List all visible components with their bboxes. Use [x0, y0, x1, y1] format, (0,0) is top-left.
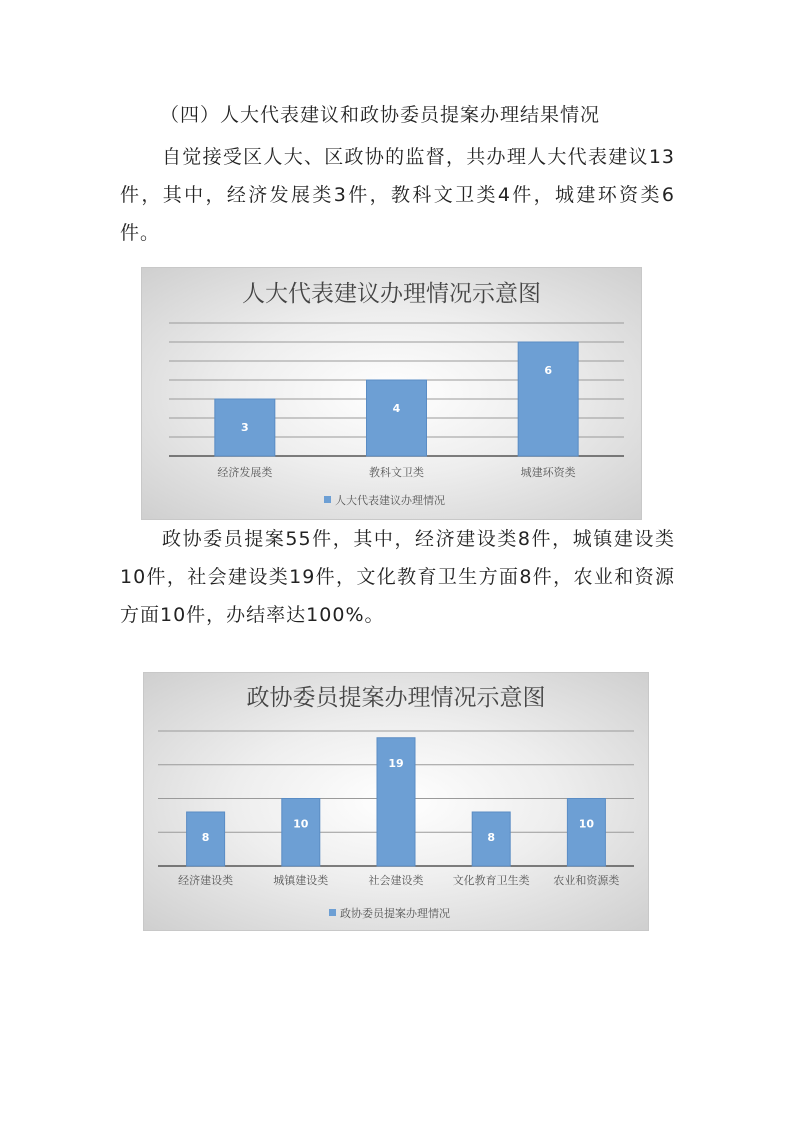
- bar-value-label: 10: [578, 817, 595, 831]
- chart-npc-svg: [142, 268, 641, 519]
- chart-cppcc-proposals: [143, 672, 649, 931]
- bar-value-label: 6: [544, 364, 552, 377]
- bar: [518, 342, 578, 456]
- bar-value-label: 3: [241, 421, 249, 434]
- bar-value-label: 4: [392, 402, 401, 415]
- category-label: 城建环资类: [520, 466, 576, 479]
- bar: [282, 799, 320, 867]
- bar-value-label: 8: [487, 831, 496, 844]
- legend: [329, 906, 450, 920]
- paragraph-cppcc-proposals: 政协委员提案55件，其中，经济建设类8件，城镇建设类10件，社会建设类19件，文化教育卫生方面8件，农业和资源方面10件，办结率达100%。: [120, 528, 675, 626]
- category-label: 文化教育卫生类: [452, 874, 530, 887]
- legend-label: 政协委员提案办理情况: [340, 907, 450, 920]
- category-label: 经济建设类: [178, 874, 234, 887]
- chart-npc-suggestions: [141, 267, 642, 520]
- bar-value-label: 10: [293, 817, 309, 831]
- category-label: 城镇建设类: [273, 874, 329, 887]
- legend-swatch: [329, 909, 336, 916]
- section-heading: （四）人大代表建议和政协委员提案办理结果情况: [160, 104, 601, 126]
- chart-cppcc-svg: [144, 673, 648, 930]
- chart-title: 人大代表建议办理情况示意图: [242, 281, 541, 307]
- category-label: 经济发展类: [217, 466, 273, 479]
- bar: [567, 799, 605, 867]
- bar-value-label: 8: [201, 831, 210, 844]
- paragraph-npc-suggestions: 自觉接受区人大、区政协的监督，共办理人大代表建议13件，其中，经济发展类3件，教科文卫类4件，城建环资类6件。: [120, 146, 675, 244]
- legend: [324, 493, 445, 507]
- chart-title: 政协委员提案办理情况示意图: [246, 685, 546, 711]
- legend-label: 人大代表建议办理情况: [335, 494, 445, 507]
- category-label: 农业和资源类: [553, 874, 620, 887]
- bar-value-label: 19: [388, 756, 404, 770]
- bar: [367, 380, 427, 456]
- category-label: 社会建设类: [368, 874, 424, 887]
- legend-swatch: [324, 496, 331, 503]
- category-label: 教科文卫类: [369, 466, 424, 479]
